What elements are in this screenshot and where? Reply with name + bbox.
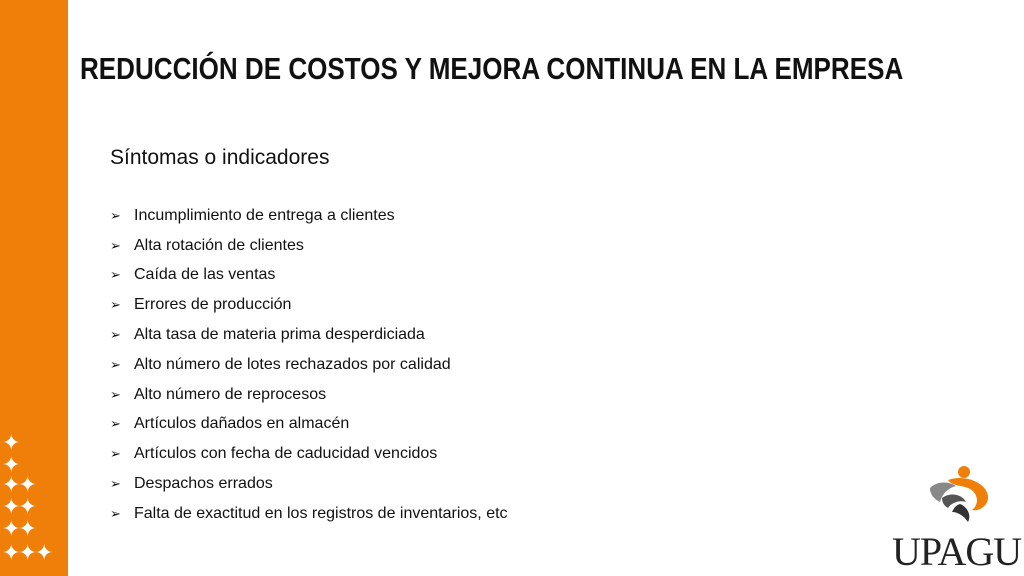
- list-item-text: Falta de exactitud en los registros de inventarios, etc: [134, 504, 508, 522]
- arrow-bullet-icon: ➢: [110, 446, 121, 462]
- list-item-text: Artículos con fecha de caducidad vencidos: [134, 445, 438, 463]
- list-item-text: Alto número de lotes rechazados por calidad: [134, 355, 451, 373]
- list-item: [110, 499, 508, 529]
- list-item-text: Incumplimiento de entrega a clientes: [134, 206, 395, 224]
- arrow-bullet-icon: ➢: [110, 505, 121, 521]
- arrow-bullet-icon: ➢: [110, 356, 121, 372]
- sparkle-icon: ✦: [2, 452, 19, 477]
- sparkle-icon: ✦✦: [2, 516, 35, 541]
- logo-wordmark: UPAGU: [892, 529, 1022, 574]
- arrow-bullet-icon: ➢: [110, 327, 121, 343]
- orange-sidebar: [0, 0, 68, 576]
- sparkle-icon: ✦: [2, 430, 19, 455]
- list-item: [110, 469, 508, 499]
- list-item: [110, 350, 508, 380]
- arrow-bullet-icon: ➢: [110, 267, 121, 283]
- list-item: [110, 439, 508, 469]
- list-item: [110, 410, 508, 440]
- list-item-text: Alto número de reprocesos: [134, 385, 327, 403]
- list-item: [110, 320, 508, 350]
- list-item: [110, 201, 508, 231]
- list-item-text: Despachos errados: [134, 475, 273, 493]
- sparkle-icon: ✦✦: [2, 494, 35, 519]
- arrow-bullet-icon: ➢: [110, 207, 121, 223]
- arrow-bullet-icon: ➢: [110, 416, 121, 432]
- arrow-bullet-icon: ➢: [110, 237, 121, 253]
- list-item-text: Errores de producción: [134, 296, 292, 314]
- list-item-text: Alta rotación de clientes: [134, 236, 304, 254]
- section-subtitle: Síntomas o indicadores: [110, 146, 330, 169]
- list-item-text: Alta tasa de materia prima desperdiciada: [134, 326, 425, 344]
- indicator-list: [110, 201, 508, 529]
- sparkle-icon: ✦✦: [2, 472, 35, 497]
- list-item: [110, 380, 508, 410]
- arrow-bullet-icon: ➢: [110, 297, 121, 313]
- list-item: [110, 261, 508, 291]
- list-item: [110, 290, 508, 320]
- slide-title: REDUCCIÓN DE COSTOS Y MEJORA CONTINUA EN LA EMPRESA: [80, 51, 904, 86]
- list-item: [110, 231, 508, 261]
- arrow-bullet-icon: ➢: [110, 476, 121, 492]
- sparkle-icon: ✦✦✦: [2, 540, 52, 565]
- list-item-text: Artículos dañados en almacén: [134, 415, 350, 433]
- list-item-text: Caída de las ventas: [134, 266, 276, 284]
- arrow-bullet-icon: ➢: [110, 386, 121, 402]
